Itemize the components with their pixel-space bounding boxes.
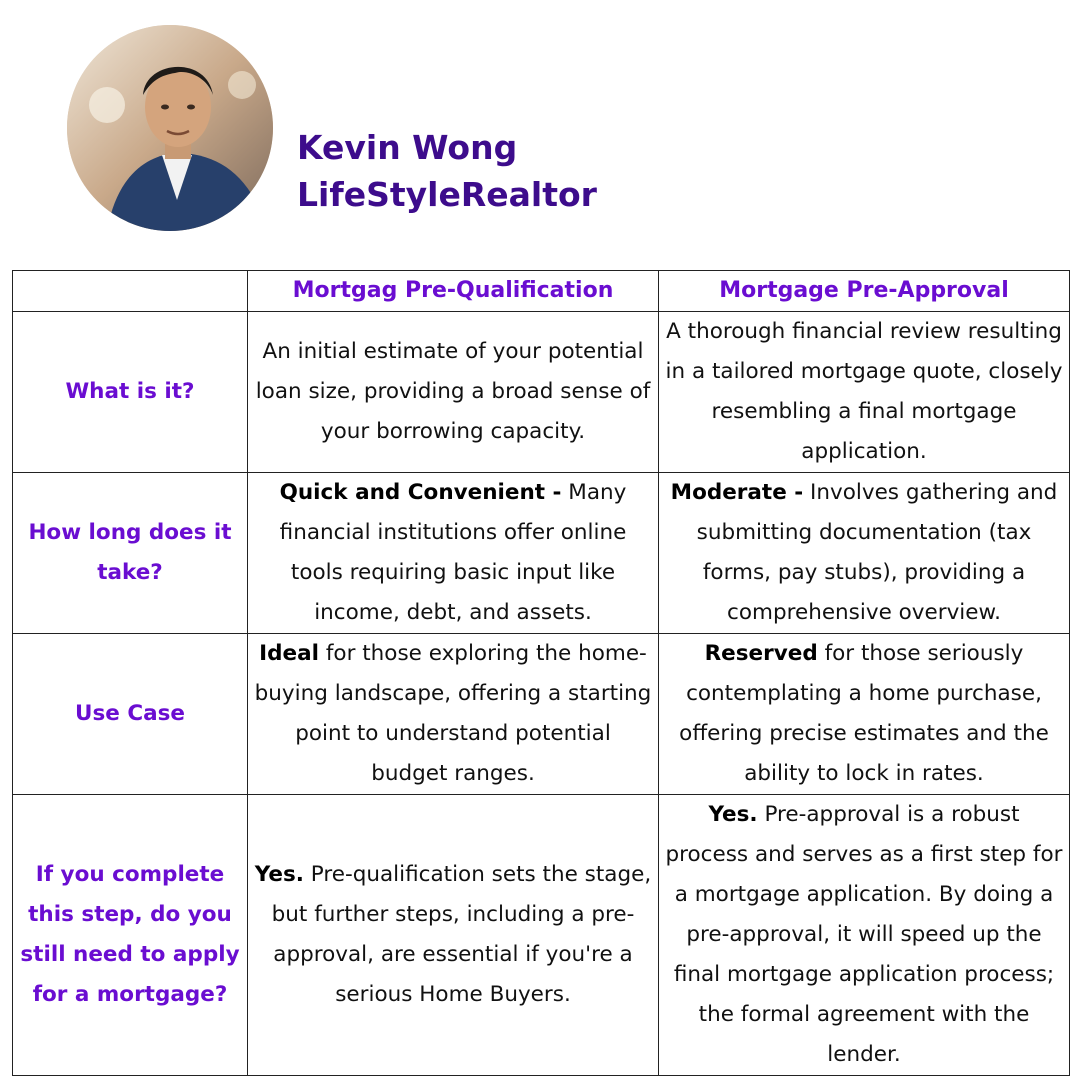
avatar	[67, 25, 273, 231]
cell-text: Involves gathering and submitting documentation (tax forms, pay stubs), providing a comprehensive overview.	[696, 480, 1058, 625]
cell-preapproval-what	[659, 312, 1070, 473]
row-label-use-case: Use Case	[13, 634, 248, 795]
cell-prequal-how-long	[248, 473, 659, 634]
table-row	[13, 312, 1070, 473]
cell-text: An initial estimate of your potential loan size, providing a broad sense of your borrowing capacity.	[255, 339, 651, 444]
cell-text: Many financial institutions offer online tools requiring basic input like income, debt, and assets.	[279, 480, 627, 625]
header-preapproval: Mortgage Pre-Approval	[659, 271, 1070, 312]
cell-text: Pre-approval is a robust process and serves as a first step for a mortgage application. By doing a pre-approval, it will speed up the final mortgage application process; the formal agreement with the lender.	[665, 802, 1063, 1067]
cell-prequal-what	[248, 312, 659, 473]
cell-prequal-still-apply	[248, 795, 659, 1076]
header-empty-cell	[13, 271, 248, 312]
row-label-still-apply: If you complete this step, do you still need to apply for a mortgage?	[13, 795, 248, 1076]
header-prequalification: Mortgag Pre-Qualification	[248, 271, 659, 312]
cell-bold-lead: Moderate -	[670, 480, 804, 505]
cell-text: Pre-qualification sets the stage, but further steps, including a pre-approval, are essential if you're a serious Home Buyers.	[271, 862, 652, 1007]
cell-bold-lead: Yes.	[254, 862, 304, 887]
table-row	[13, 795, 1070, 1076]
cell-text: for those exploring the home-buying landscape, offering a starting point to understand potential budget ranges.	[254, 641, 652, 786]
cell-bold-lead: Quick and Convenient -	[279, 480, 562, 505]
comparison-table	[12, 270, 1070, 1076]
cell-preapproval-use-case	[659, 634, 1070, 795]
table-row	[13, 634, 1070, 795]
cell-preapproval-still-apply	[659, 795, 1070, 1076]
cell-prequal-use-case	[248, 634, 659, 795]
agent-name: Kevin Wong	[297, 128, 518, 167]
cell-bold-lead: Ideal	[259, 641, 320, 666]
portrait-photo-icon	[67, 25, 273, 231]
table-header-row	[13, 271, 1070, 312]
cell-bold-lead: Yes.	[708, 802, 758, 827]
profile-header	[297, 124, 597, 218]
agent-tagline: LifeStyleRealtor	[297, 175, 597, 214]
cell-text: A thorough financial review resulting in a tailored mortgage quote, closely resembling a final mortgage application.	[665, 319, 1063, 464]
table-row	[13, 473, 1070, 634]
cell-preapproval-how-long	[659, 473, 1070, 634]
row-label-what-is-it: What is it?	[13, 312, 248, 473]
cell-bold-lead: Reserved	[704, 641, 818, 666]
row-label-how-long: How long does it take?	[13, 473, 248, 634]
cell-text: for those seriously contemplating a home purchase, offering precise estimates and the ability to lock in rates.	[679, 641, 1049, 786]
